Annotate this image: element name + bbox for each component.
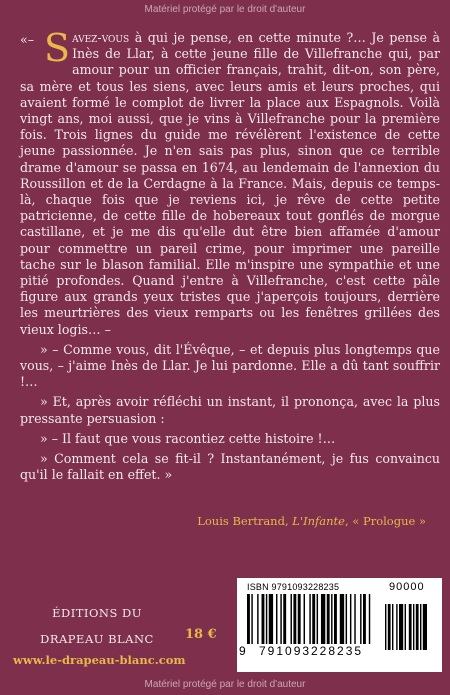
barcode-addon-bar	[399, 604, 403, 650]
barcode-bar	[304, 594, 305, 644]
barcode-bar	[327, 594, 330, 644]
barcode-bar	[269, 594, 273, 644]
paragraph-1-smallcaps: avez-vous	[72, 30, 130, 45]
barcode-first-digit: 9	[239, 644, 246, 658]
paragraph-5: » Comment cela se fit-il ? Instantanément, je fus convaincu qu'il le fallait en effet. »	[20, 451, 440, 483]
publisher-line-1: ÉDITIONS DU	[52, 606, 142, 620]
barcode-bar	[280, 594, 281, 644]
copyright-watermark-top: Matériel protégé par le droit d'auteur	[144, 4, 306, 15]
paragraph-1	[20, 26, 440, 338]
barcode-bar	[350, 594, 351, 644]
barcode-bar	[312, 594, 315, 644]
drop-cap: S	[44, 26, 71, 70]
barcode-bar	[309, 594, 310, 644]
barcode-bar	[321, 594, 325, 644]
paragraph-1-text: à qui je pense, en cette minute ?… Je pense à Inès de Llar, à cette jeune fille de Villefranche qui, par amour pour un officier français, trahit, dit-on, son père, sa mère et tous les siens, avec leurs amis et leurs proches, qui avaient formé le complot de livrer la place aux Espagnols. Voilà vingt ans, moi aussi, que je vins à Villefranche pour la première fois. Trois lignes du guide me révélèrent l'existence de cette jeune passionnée. Je n'en sais pas plus, sinon que ce terrible drame d'amour se passa en 1674, au lendemain de l'annexion du Roussillon et de la Cerdagne à la France. Mais, depuis ce temps-là, chaque fois que je reviens ici, je rêve de cette petite patricienne, de cette fille de hobereaux tout gonflés de morgue castillane, et je me dis qu'elle dut être bien affamée d'amour pour commettre un pareil crime, pour imprimer une pareille tache sur le blason familial. Elle m'inspire une sympathie et une pitié profondes. Quand j'entre à Villefranche, c'est cette pâle figure aux grands yeux tristes que j'aperçois toujours, derrière les meurtrières des vieux remparts ou les fenêtres grillées des vieux logis… –	[20, 30, 440, 337]
isbn-barcode	[237, 578, 442, 672]
barcode-bar	[251, 594, 252, 644]
barcode-addon-bar	[409, 604, 412, 650]
barcode-addon-bar	[423, 604, 427, 650]
barcode-bar	[283, 594, 286, 644]
barcode-bar	[354, 594, 355, 644]
barcode-left-group: 791093	[259, 644, 312, 658]
barcode-bar	[340, 594, 344, 644]
barcode-bar	[331, 594, 332, 644]
barcode-addon-digits: 90000	[389, 581, 425, 593]
barcode-bar	[317, 594, 318, 644]
publisher-website: www.le-drapeau-blanc.com	[13, 653, 186, 667]
barcode-addon-bar	[420, 604, 421, 650]
barcode-bar	[363, 594, 366, 644]
quote-attribution	[197, 514, 426, 528]
barcode-addon-bar	[416, 604, 419, 650]
barcode-bar	[266, 594, 267, 644]
barcode-bar	[298, 594, 301, 644]
barcode-bar	[334, 594, 337, 644]
price-label: 18 €	[185, 627, 217, 642]
barcode-bar	[360, 594, 361, 644]
isbn-label: ISBN 9791093228235	[247, 582, 340, 592]
publisher-line-2: DRAPEAU BLANC	[40, 632, 154, 646]
barcode-bar	[247, 594, 250, 644]
barcode-bar	[291, 594, 292, 644]
barcode-bar	[369, 594, 370, 644]
paragraph-2: » – Comme vous, dit l'Évêque, – et depuis plus longtemps que vous, – j'aime Inès de Llar. Je lui pardonne. Elle a dû tant souffrir !…	[20, 341, 440, 390]
attribution-author: Louis Bertrand,	[197, 514, 293, 528]
barcode-bar	[276, 594, 277, 644]
barcode-addon-bar	[392, 604, 393, 650]
barcode-right-group: 228235	[311, 644, 364, 658]
barcode-addon-bar	[405, 604, 406, 650]
barcode-bar	[262, 594, 265, 644]
barcode-bar	[257, 594, 258, 644]
barcode-addon-bar	[388, 604, 391, 650]
paragraph-3: » Et, après avoir réfléchi un instant, il prononça, avec la plus pressante persuasion :	[20, 394, 440, 426]
barcode-addon-bar	[396, 604, 397, 650]
barcode-bar	[293, 594, 296, 644]
barcode-bar	[346, 594, 347, 644]
paragraph-4: » – Il faut que vous racontiez cette histoire !…	[40, 430, 336, 446]
attribution-work: L'Infante	[292, 514, 345, 528]
attribution-section: , « Prologue »	[344, 514, 426, 528]
barcode-addon-bar	[385, 604, 386, 650]
quote-open: «–	[20, 32, 35, 47]
back-cover-excerpt	[20, 26, 440, 487]
barcode-addon-bar	[413, 604, 414, 650]
copyright-watermark-bottom: Matériel protégé par le droit d'auteur	[144, 679, 306, 690]
publisher-block	[12, 606, 182, 658]
